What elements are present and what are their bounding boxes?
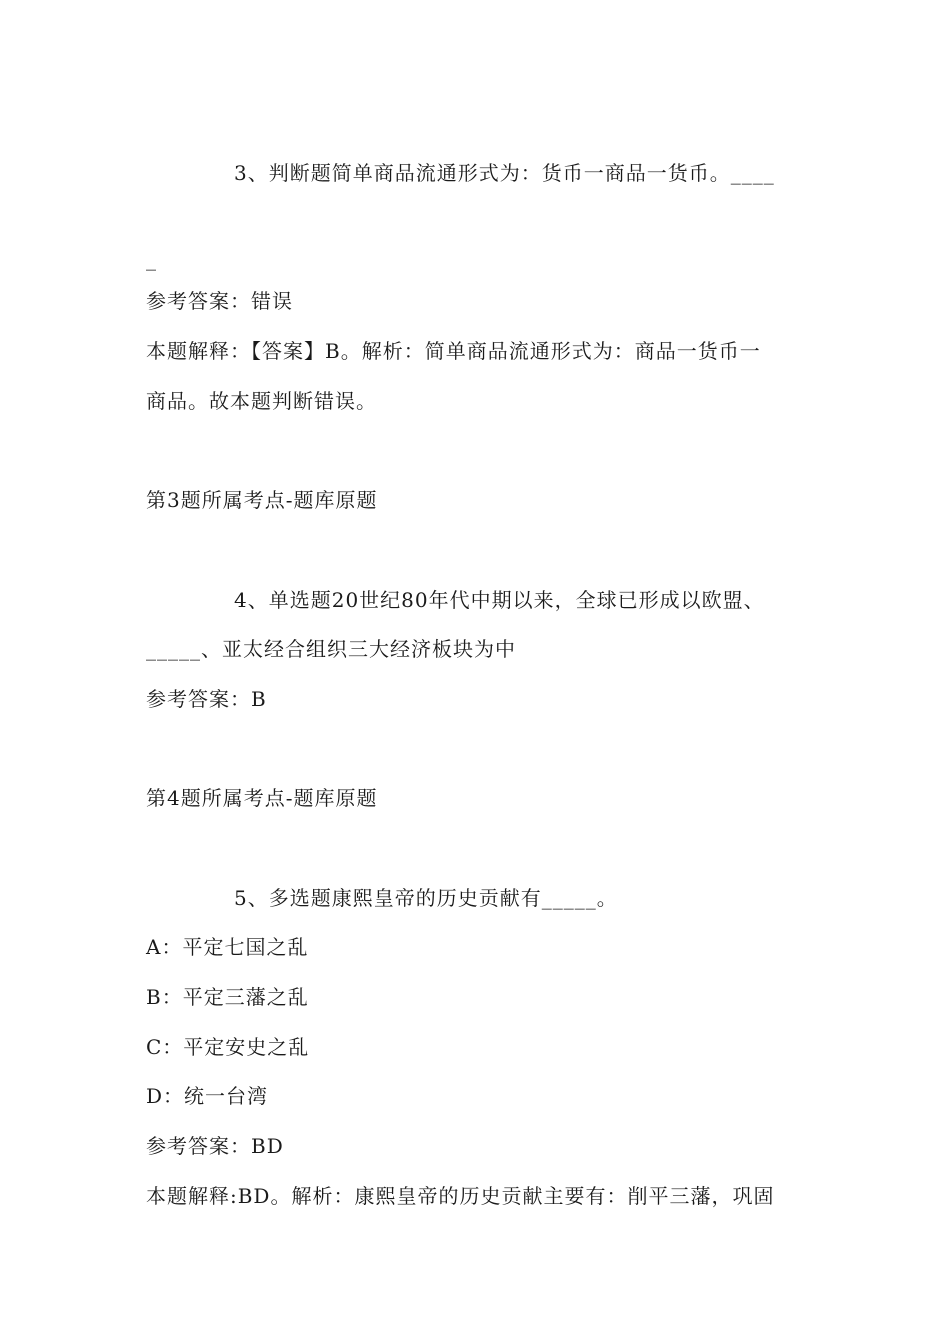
q4-answer: 参考答案：B [146,687,267,711]
q4-stem-line1: 4、单选题20世纪80年代中期以来，全球已形成以欧盟、 [234,588,765,612]
q5-stem: 5、多选题康熙皇帝的历史贡献有_____。 [234,886,618,910]
q3-explanation-line2: 商品。故本题判断错误。 [146,389,377,413]
q5-answer: 参考答案：BD [146,1134,284,1158]
q5-option-c: C：平定安史之乱 [146,1035,310,1059]
q3-stem-line2: _ [146,247,157,271]
q5-option-d: D：统一台湾 [146,1084,269,1108]
q4-stem-line2: _____、亚太经合组织三大经济板块为中 [146,637,516,661]
q5-option-a: A：平定七国之乱 [146,935,309,959]
q3-answer: 参考答案：错误 [146,289,293,313]
q4-topic: 第4题所属考点-题库原题 [146,786,378,810]
q5-explanation-line1: 本题解释:BD。解析：康熙皇帝的历史贡献主要有：削平三藩，巩固 [146,1184,775,1208]
q5-option-b: B：平定三藩之乱 [146,985,309,1009]
q3-topic: 第3题所属考点-题库原题 [146,488,378,512]
q3-stem-line1: 3、判断题简单商品流通形式为：货币一商品一货币。____ [234,161,775,185]
q3-explanation-line1: 本题解释：【答案】B。解析：简单商品流通形式为：商品一货币一 [146,339,761,363]
